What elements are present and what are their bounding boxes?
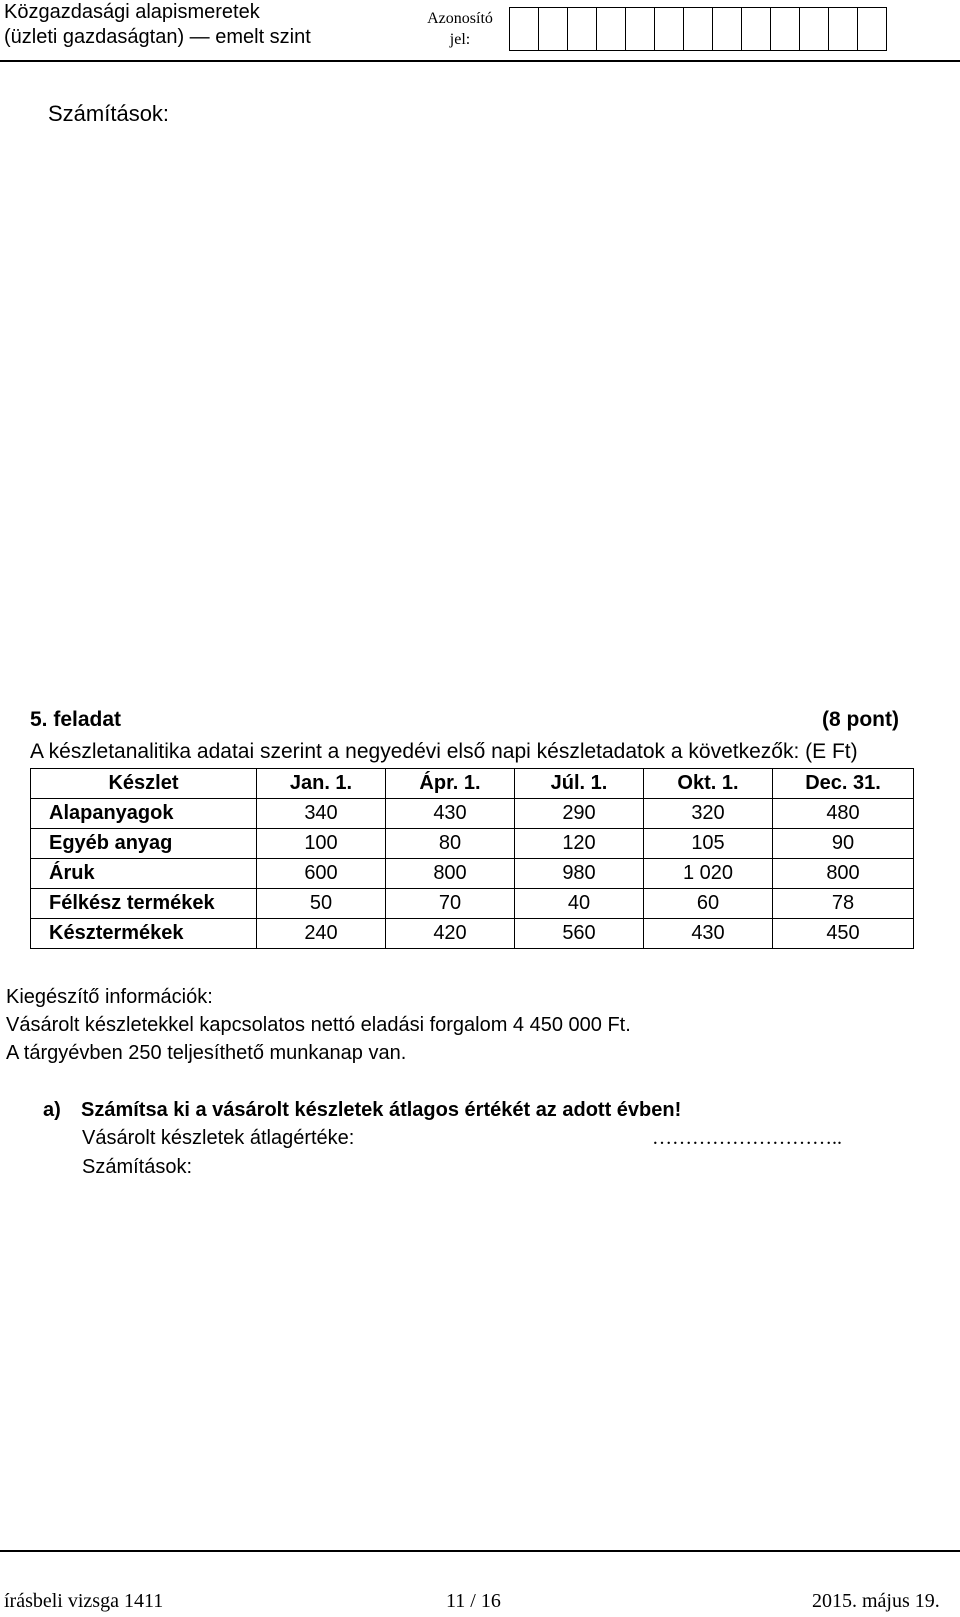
table-cell: 290 — [515, 799, 644, 829]
table-row — [31, 919, 914, 949]
task-points: (8 pont) — [822, 708, 899, 731]
table-cell: 105 — [644, 829, 773, 859]
table-cell: 70 — [386, 889, 515, 919]
table-cell: 480 — [773, 799, 914, 829]
id-label — [422, 8, 498, 50]
table-cell: 450 — [773, 919, 914, 949]
question-a — [43, 1099, 681, 1122]
footer-page-number: 11 / 16 — [446, 1590, 501, 1612]
info-workdays: A tárgyévben 250 teljesíthető munkanap van. — [6, 1042, 407, 1064]
table-cell: 1 020 — [644, 859, 773, 889]
table-cell: 40 — [515, 889, 644, 919]
calculations-label-bottom: Számítások: — [82, 1156, 193, 1178]
id-box — [567, 7, 597, 51]
table-row — [31, 829, 914, 859]
id-box — [683, 7, 713, 51]
table-header-row — [31, 769, 914, 799]
inventory-table — [30, 768, 914, 949]
table-cell: 420 — [386, 919, 515, 949]
table-header-cell: Okt. 1. — [644, 769, 773, 799]
id-box — [799, 7, 829, 51]
table-header-cell: Dec. 31. — [773, 769, 914, 799]
calculations-label-top: Számítások: — [48, 101, 170, 126]
table-header-cell: Ápr. 1. — [386, 769, 515, 799]
table-cell: 430 — [386, 799, 515, 829]
table-row — [31, 889, 914, 919]
info-sales: Vásárolt készletekkel kapcsolatos nettó eladási forgalom 4 450 000 Ft. — [6, 1014, 631, 1036]
row-label: Alapanyagok — [31, 799, 257, 829]
table-cell: 60 — [644, 889, 773, 919]
id-box-grid — [510, 7, 887, 51]
row-label: Késztermékek — [31, 919, 257, 949]
row-label: Félkész termékek — [31, 889, 257, 919]
average-value-label: Vásárolt készletek átlagértéke: — [82, 1127, 355, 1149]
table-cell: 980 — [515, 859, 644, 889]
task-title: 5. feladat — [30, 708, 122, 731]
info-heading: Kiegészítő információk: — [6, 986, 213, 1008]
table-cell: 320 — [644, 799, 773, 829]
table-cell: 120 — [515, 829, 644, 859]
id-label-line2: jel: — [449, 31, 471, 48]
table-cell: 240 — [257, 919, 386, 949]
id-box — [712, 7, 742, 51]
table-cell: 80 — [386, 829, 515, 859]
exam-subject-line2: (üzleti gazdaságtan) — emelt szint — [4, 26, 311, 48]
table-cell: 800 — [386, 859, 515, 889]
row-label: Áruk — [31, 859, 257, 889]
question-a-label: a) — [43, 1099, 61, 1121]
id-box — [770, 7, 800, 51]
table-cell: 800 — [773, 859, 914, 889]
table-cell: 340 — [257, 799, 386, 829]
table-cell: 90 — [773, 829, 914, 859]
id-box — [509, 7, 539, 51]
task-description: A készletanalitika adatai szerint a negyedévi első napi készletadatok a következők: (E Ft) — [30, 740, 858, 763]
question-a-text: Számítsa ki a vásárolt készletek átlagos értékét az adott évben! — [81, 1099, 682, 1121]
footer-exam-code: írásbeli vizsga 1411 — [4, 1590, 164, 1612]
footer-divider — [0, 1550, 960, 1552]
id-box — [828, 7, 858, 51]
row-label: Egyéb anyag — [31, 829, 257, 859]
table-cell: 50 — [257, 889, 386, 919]
table-header-cell: Júl. 1. — [515, 769, 644, 799]
average-value-answer-line: ……………………….. — [652, 1127, 842, 1149]
table-header-cell: Készlet — [31, 769, 257, 799]
table-cell: 430 — [644, 919, 773, 949]
id-box — [857, 7, 887, 51]
id-box — [596, 7, 626, 51]
table-cell: 78 — [773, 889, 914, 919]
table-cell: 560 — [515, 919, 644, 949]
table-header-cell: Jan. 1. — [257, 769, 386, 799]
exam-subject — [4, 0, 311, 50]
id-box — [741, 7, 771, 51]
table-row — [31, 799, 914, 829]
table-row — [31, 859, 914, 889]
id-box — [654, 7, 684, 51]
table-cell: 600 — [257, 859, 386, 889]
footer-date: 2015. május 19. — [812, 1590, 940, 1612]
table-cell: 100 — [257, 829, 386, 859]
id-box — [625, 7, 655, 51]
id-box — [538, 7, 568, 51]
id-label-line1: Azonosító — [427, 10, 493, 27]
exam-subject-line1: Közgazdasági alapismeretek — [4, 1, 260, 23]
header-divider — [0, 60, 960, 62]
